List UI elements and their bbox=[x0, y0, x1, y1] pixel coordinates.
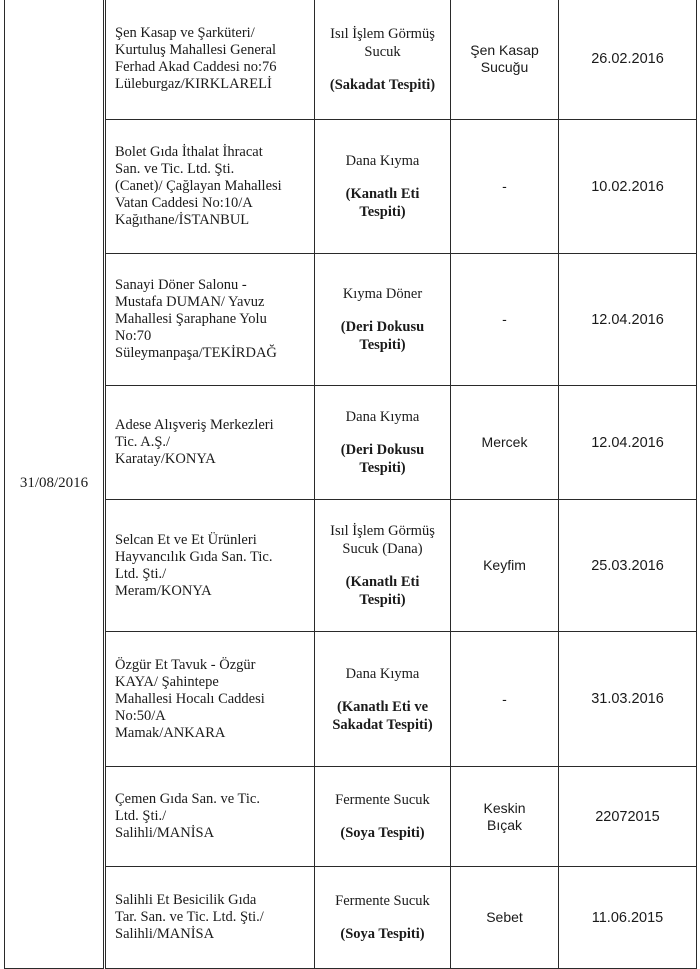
firm-cell bbox=[105, 867, 315, 969]
product-name: Fermente Sucuk bbox=[335, 893, 430, 909]
product-cell bbox=[315, 254, 451, 386]
firm-name: Özgür Et Tavuk - Özgür KAYA/ Şahintepe Mahallesi Hocalı Caddesi No:50/A Mamak/ANKARA bbox=[115, 656, 265, 741]
product-name: Isıl İşlem Görmüş Sucuk (Dana) bbox=[330, 523, 435, 557]
firm-name: Bolet Gıda İthalat İhracat San. ve Tic. Ltd. Şti. (Canet)/ Çağlayan Mahallesi Vatan Caddesi No:10/A Kağıthane/İSTANBUL bbox=[115, 144, 282, 228]
product-cell bbox=[315, 632, 451, 767]
firm-name: Şen Kasap ve Şarküteri/ Kurtuluş Mahallesi General Ferhad Akad Caddesi no:76 Lüleburgaz/KIRKLARELİ bbox=[115, 25, 277, 92]
firm-name: Çemen Gıda San. ve Tic. Ltd. Şti./ Salihli/MANİSA bbox=[115, 791, 260, 841]
product-name: Dana Kıyma bbox=[345, 409, 420, 425]
production-date-cell: 11.06.2015 bbox=[559, 867, 697, 969]
finding-text: (Kanatlı Eti ve Sakadat Tespiti) bbox=[332, 698, 433, 733]
finding-text: (Sakadat Tespiti) bbox=[329, 76, 436, 93]
firm-cell bbox=[105, 254, 315, 386]
brand-cell: - bbox=[451, 120, 559, 254]
table-row bbox=[5, 500, 697, 632]
finding-text: (Deri Dokusu Tespiti) bbox=[340, 442, 425, 476]
firm-cell bbox=[105, 767, 315, 867]
production-date-cell: 22072015 bbox=[559, 767, 697, 867]
finding-text: (Soya Tespiti) bbox=[340, 926, 425, 942]
production-date-cell: 31.03.2016 bbox=[559, 632, 697, 767]
table-row bbox=[5, 767, 697, 867]
product-cell bbox=[315, 120, 451, 254]
product-cell bbox=[315, 767, 451, 867]
product-cell bbox=[315, 500, 451, 632]
brand-cell: - bbox=[451, 632, 559, 767]
product-cell bbox=[315, 867, 451, 969]
product-name: Dana Kıyma bbox=[345, 665, 420, 682]
production-date-cell: 26.02.2016 bbox=[559, 0, 697, 120]
table-row bbox=[5, 632, 697, 767]
firm-cell bbox=[105, 0, 315, 120]
brand-cell: Şen Kasap Sucuğu bbox=[451, 0, 559, 120]
product-name: Kıyma Döner bbox=[342, 286, 423, 302]
product-cell bbox=[315, 0, 451, 120]
finding-text: (Deri Dokusu Tespiti) bbox=[340, 319, 425, 353]
table-row bbox=[5, 120, 697, 254]
brand-cell: Mercek bbox=[451, 386, 559, 500]
table-row bbox=[5, 386, 697, 500]
production-date-cell: 25.03.2016 bbox=[559, 500, 697, 632]
table-row bbox=[5, 254, 697, 386]
product-cell bbox=[315, 386, 451, 500]
table-row bbox=[5, 867, 697, 969]
brand-cell: - bbox=[451, 254, 559, 386]
firm-cell bbox=[105, 386, 315, 500]
finding-text: (Soya Tespiti) bbox=[340, 825, 425, 841]
production-date-cell: 10.02.2016 bbox=[559, 120, 697, 254]
firm-cell bbox=[105, 120, 315, 254]
brand-cell: Keskin Bıçak bbox=[451, 767, 559, 867]
table-row bbox=[5, 0, 697, 120]
inspection-date: 31/08/2016 bbox=[19, 475, 89, 491]
production-date-cell: 12.04.2016 bbox=[559, 386, 697, 500]
brand-cell: Sebet bbox=[451, 867, 559, 969]
findings-table bbox=[4, 0, 697, 969]
finding-text: (Kanatlı Eti Tespiti) bbox=[345, 186, 420, 220]
firm-name: Adese Alışveriş Merkezleri Tic. A.Ş./ Karatay/KONYA bbox=[115, 417, 274, 467]
firm-cell bbox=[105, 500, 315, 632]
firm-name: Selcan Et ve Et Ürünleri Hayvancılık Gıda San. Tic. Ltd. Şti./ Meram/KONYA bbox=[115, 531, 273, 599]
brand-cell: Keyfim bbox=[451, 500, 559, 632]
inspection-date-cell bbox=[5, 0, 105, 969]
finding-text: (Kanatlı Eti Tespiti) bbox=[345, 574, 420, 608]
firm-name: Salihli Et Besicilik Gıda Tar. San. ve Tic. Ltd. Şti./ Salihli/MANİSA bbox=[115, 892, 264, 942]
product-name: Dana Kıyma bbox=[345, 153, 420, 169]
firm-cell bbox=[105, 632, 315, 767]
product-name: Fermente Sucuk bbox=[335, 792, 430, 808]
production-date-cell: 12.04.2016 bbox=[559, 254, 697, 386]
product-name: Isıl İşlem Görmüş Sucuk bbox=[330, 25, 435, 60]
firm-name: Sanayi Döner Salonu - Mustafa DUMAN/ Yavuz Mahallesi Şaraphane Yolu No:70 Süleymanpaşa/TEKİRDAĞ bbox=[115, 277, 277, 361]
